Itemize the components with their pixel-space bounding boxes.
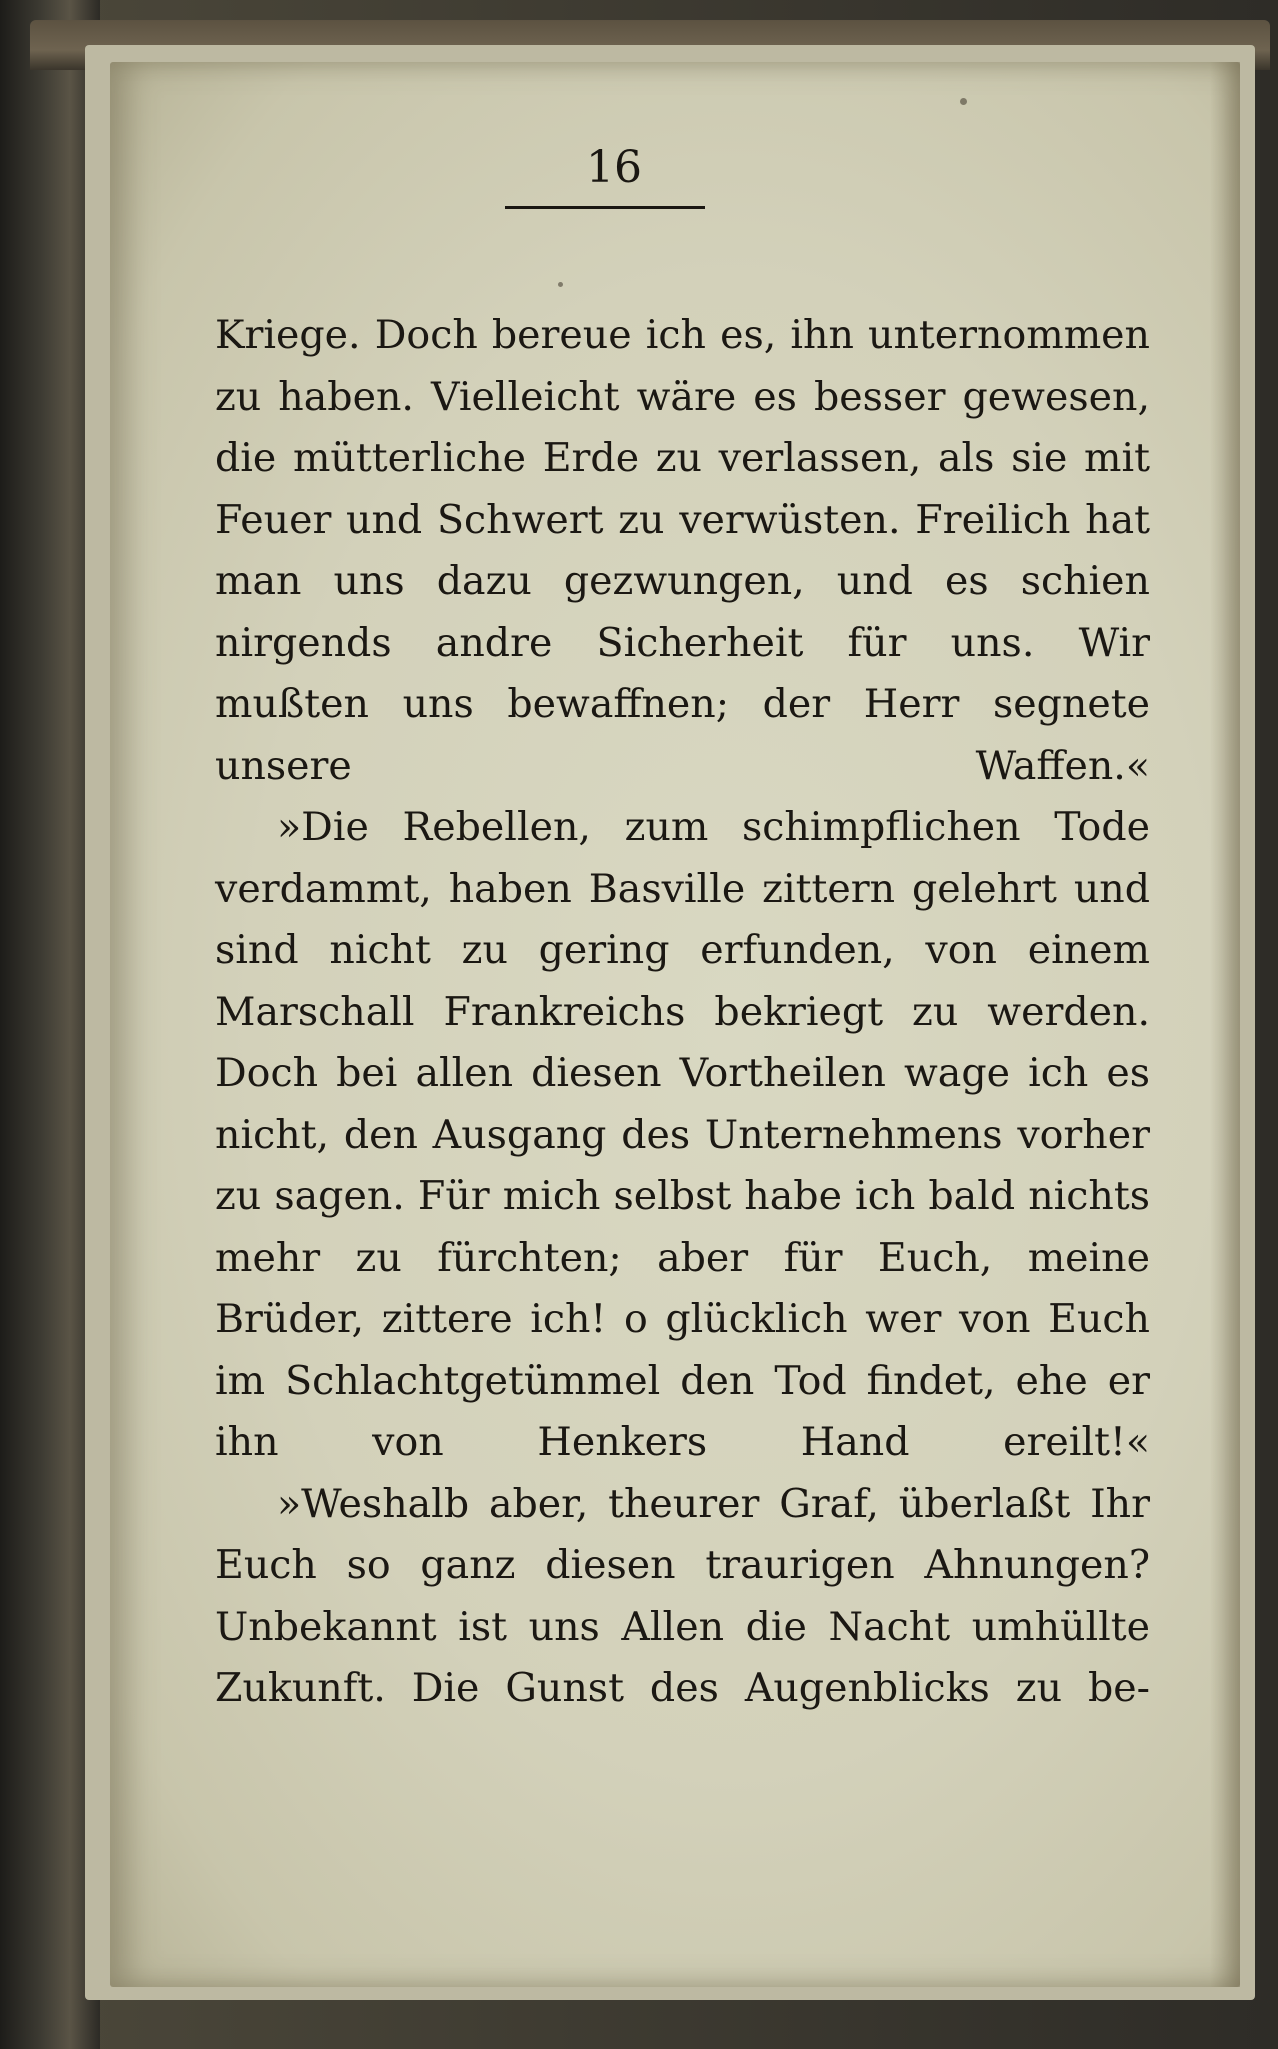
ink-spot bbox=[558, 282, 563, 287]
paragraph: »Weshalb aber, theurer Graf, überlaßt Ihr Euch so ganz diesen traurigen Ahnungen? Unbekannt ist uns Allen die Nacht umhüllte Zukunft. Die Gunst des Augenblicks zu be- bbox=[215, 1480, 1150, 1711]
page-number-rule bbox=[505, 206, 705, 209]
paragraph: Kriege. Doch bereue ich es, ihn unternommen zu haben. Vielleicht wäre es besser gewesen, die mütterliche Erde zu verlassen, als sie mit Feuer und Schwert zu verwüsten. Freilich hat man uns dazu gezwungen, und es schien nirgends andre Sicherheit für uns. Wir mußten uns bewaffnen; der Herr segnete unsere Waffen.« bbox=[215, 312, 1150, 789]
body-text bbox=[215, 305, 1150, 1720]
page-number: 16 bbox=[586, 142, 642, 193]
page-edge-shadow bbox=[1210, 62, 1240, 1987]
paragraph: »Die Rebellen, zum schimpflichen Tode verdammt, haben Basville zittern gelehrt und sind nicht zu gering erfunden, von einem Marschall Frankreichs bekriegt zu werden. Doch bei allen diesen Vortheilen wage ich es nicht, den Ausgang des Unternehmens vorher zu sagen. Für mich selbst habe ich bald nichts mehr zu fürchten; aber für Euch, meine Brüder, zittere ich! o glücklich wer von Euch im Schlachtgetümmel den Tod findet, ehe er ihn von Henkers Hand ereilt!« bbox=[215, 804, 1150, 1465]
ink-spot bbox=[960, 98, 967, 105]
